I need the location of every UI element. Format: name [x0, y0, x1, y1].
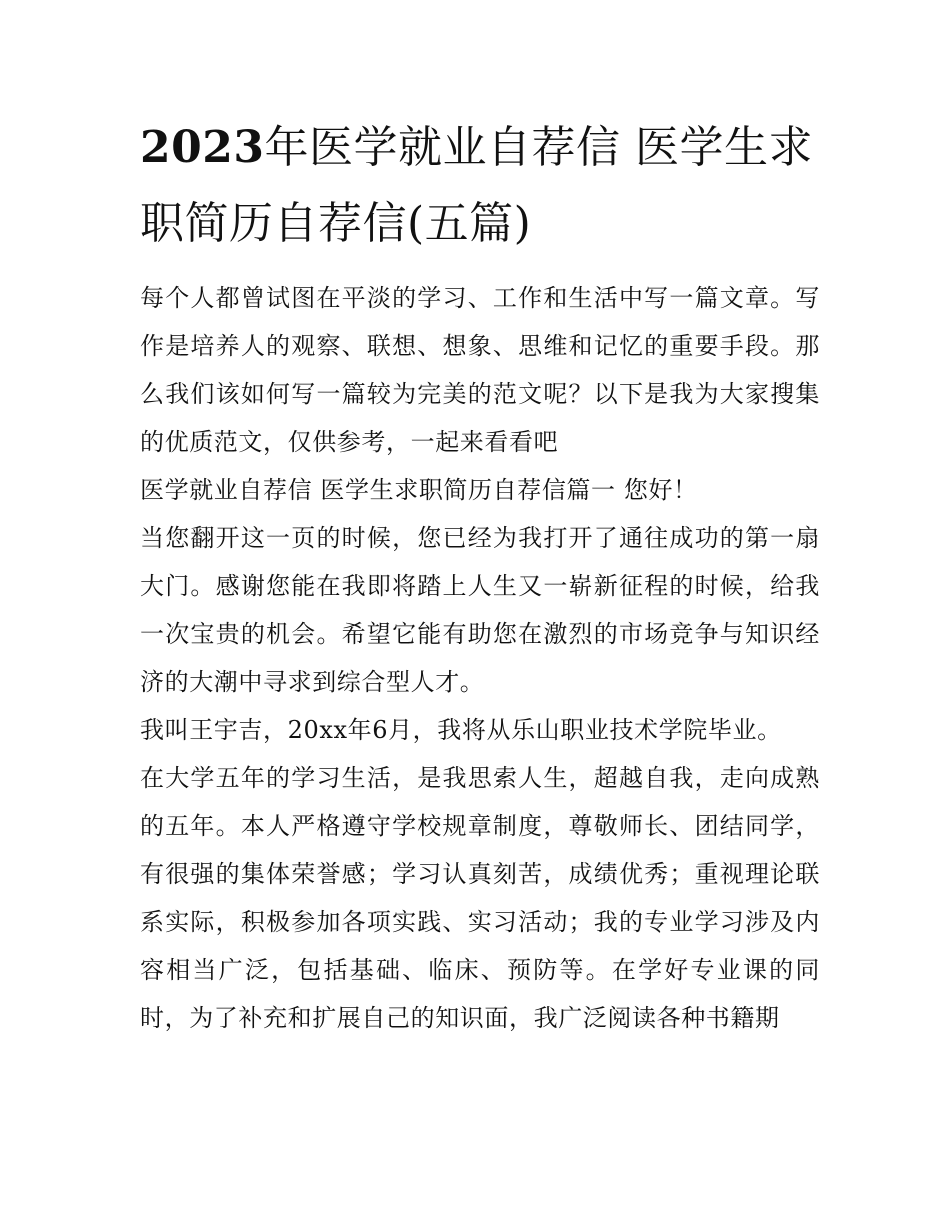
paragraph-intro: 每个人都曾试图在平淡的学习、工作和生活中写一篇文章。写作是培养人的观察、联想、想象、思维和记忆的重要手段。那么我们该如何写一篇较为完美的范文呢？以下是我为大家搜集的优质范文，仅供参考，一起来看看吧: [140, 284, 820, 456]
paragraph-self-intro: 我叫王宇吉，20xx年6月，我将从乐山职业技术学院毕业。: [140, 716, 782, 744]
title-text: 年医学就业自荐信 医学生求职简历自荐信(五篇): [140, 122, 813, 249]
document-body: [140, 274, 820, 1042]
document-content: [140, 110, 820, 1042]
paragraph-opening: 当您翻开这一页的时候，您已经为我打开了通往成功的第一扇大门。感谢您能在我即将踏上人生又一崭新征程的时候，给我一次宝贵的机会。希望它能有助您在激烈的市场竞争与知识经济的大潮中寻求到综合型人才。: [140, 524, 820, 696]
paragraph-university-life: 在大学五年的学习生活，是我思索人生，超越自我，走向成熟的五年。本人严格遵守学校规章制度，尊敬师长、团结同学，有很强的集体荣誉感；学习认真刻苦，成绩优秀；重视理论联系实际，积极参加各项实践、实习活动；我的专业学习涉及内容相当广泛，包括基础、临床、预防等。在学好专业课的同时，为了补充和扩展自己的知识面，我广泛阅读各种书籍期: [140, 764, 820, 1032]
document-title: [140, 110, 820, 262]
title-year: 2023: [140, 122, 265, 173]
paragraph-heading-letter-one: 医学就业自荐信 医学生求职简历自荐信篇一 您好！: [140, 476, 698, 504]
